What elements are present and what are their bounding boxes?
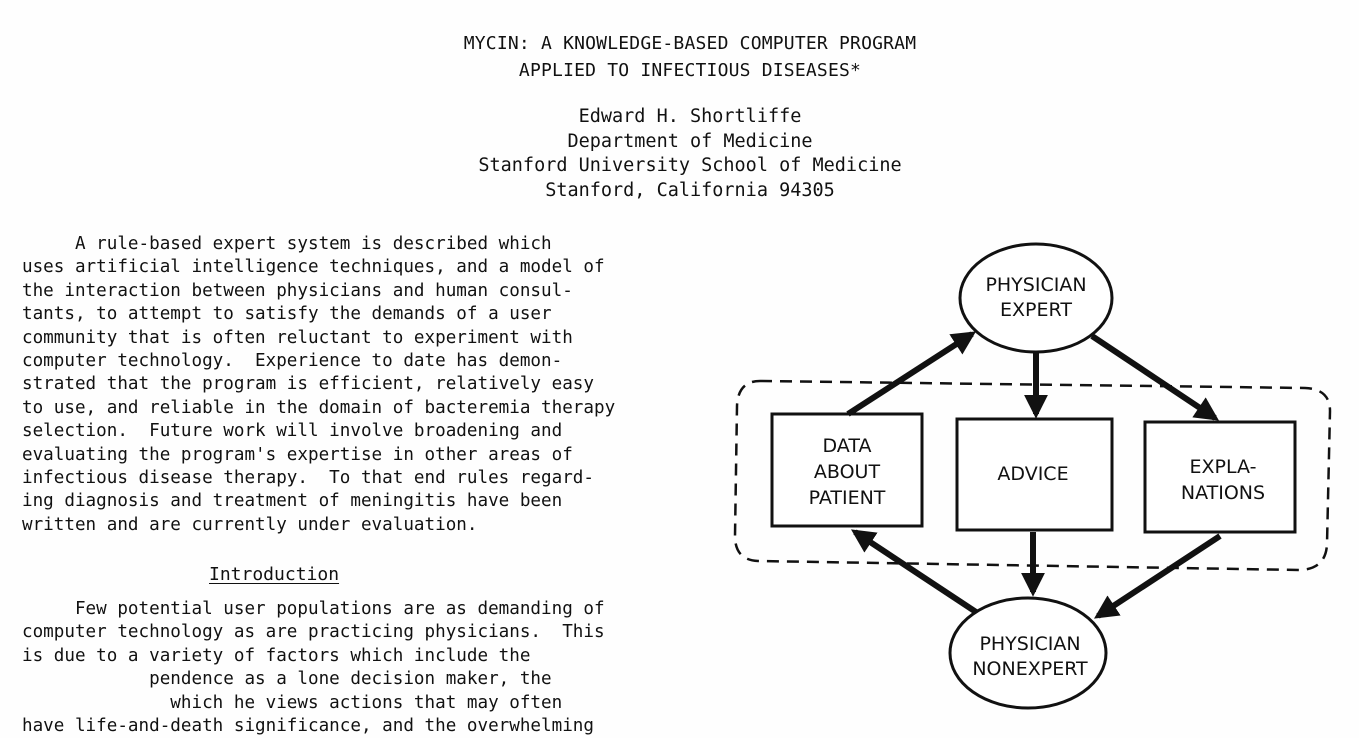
abstract-line: the interaction between physicians and human consul- bbox=[22, 280, 573, 301]
intro-line: have life-and-death significance, and the overwhelming bbox=[22, 716, 594, 737]
advice-label: ADVICE bbox=[997, 463, 1069, 485]
data-label-3: PATIENT bbox=[808, 487, 886, 509]
physician-nonexpert-label-1: PHYSICIAN bbox=[979, 633, 1081, 655]
paper-title bbox=[380, 30, 1000, 84]
intro-line: computer technology as are practicing physicians. This bbox=[22, 622, 605, 643]
intro-line: which he views actions that may often bbox=[22, 692, 563, 713]
author-name: Edward H. Shortliffe bbox=[578, 106, 802, 127]
explanations-label-1: EXPLA- bbox=[1189, 456, 1257, 478]
data-label-2: ABOUT bbox=[813, 461, 881, 483]
physician-expert-node bbox=[960, 244, 1112, 352]
arrow-nonexpert-to-data bbox=[855, 532, 976, 612]
author-address: Stanford, California 94305 bbox=[545, 179, 835, 201]
abstract-line: A rule-based expert system is described which bbox=[22, 234, 552, 254]
intro-line: is due to a variety of factors which include the bbox=[22, 645, 531, 666]
intro-line: Few potential user populations are as demanding of bbox=[22, 599, 605, 619]
abstract-line: evaluating the program's expertise in other areas of bbox=[22, 444, 573, 465]
physician-nonexpert-label-2: NONEXPERT bbox=[972, 658, 1088, 680]
arrow-data-to-expert bbox=[848, 334, 972, 414]
title-line-1: MYCIN: A KNOWLEDGE-BASED COMPUTER PROGRAM bbox=[463, 33, 917, 54]
abstract-line: community that is often reluctant to experiment with bbox=[22, 327, 573, 348]
abstract-line: tants, to attempt to satisfy the demands of a user bbox=[22, 304, 552, 325]
explanations-label-2: NATIONS bbox=[1180, 482, 1266, 504]
data-label-1: DATA bbox=[822, 435, 872, 457]
arrow-expert-to-explanations bbox=[1092, 336, 1215, 418]
abstract-line: selection. Future work will involve broadening and bbox=[22, 421, 563, 442]
abstract-line: strated that the program is efficient, relatively easy bbox=[22, 374, 594, 395]
arrow-explanations-to-nonexpert bbox=[1098, 536, 1220, 616]
physician-expert-label-1: PHYSICIAN bbox=[985, 274, 1087, 296]
intro-line: pendence as a lone decision maker, the bbox=[22, 669, 552, 690]
abstract-line: written and are currently under evaluation. bbox=[22, 514, 478, 535]
abstract-line: ing diagnosis and treatment of meningitis have been bbox=[22, 491, 563, 512]
abstract-line: infectious disease therapy. To that end rules regard- bbox=[22, 468, 594, 489]
abstract-line: uses artificial intelligence techniques, and a model of bbox=[22, 257, 605, 278]
author-institution: Stanford University School of Medicine bbox=[478, 155, 902, 176]
physician-expert-label-2: EXPERT bbox=[1000, 299, 1072, 321]
abstract-line: computer technology. Experience to date has demon- bbox=[22, 351, 563, 372]
title-line-2: APPLIED TO INFECTIOUS DISEASES* bbox=[518, 60, 862, 81]
introduction-body bbox=[22, 598, 682, 738]
abstract bbox=[22, 233, 682, 537]
author-department: Department of Medicine bbox=[567, 130, 813, 152]
mycin-diagram bbox=[720, 236, 1350, 733]
abstract-line: to use, and reliable in the domain of bacteremia therapy bbox=[22, 397, 616, 418]
author-block bbox=[380, 105, 1000, 203]
section-heading-introduction: Introduction bbox=[209, 564, 340, 585]
